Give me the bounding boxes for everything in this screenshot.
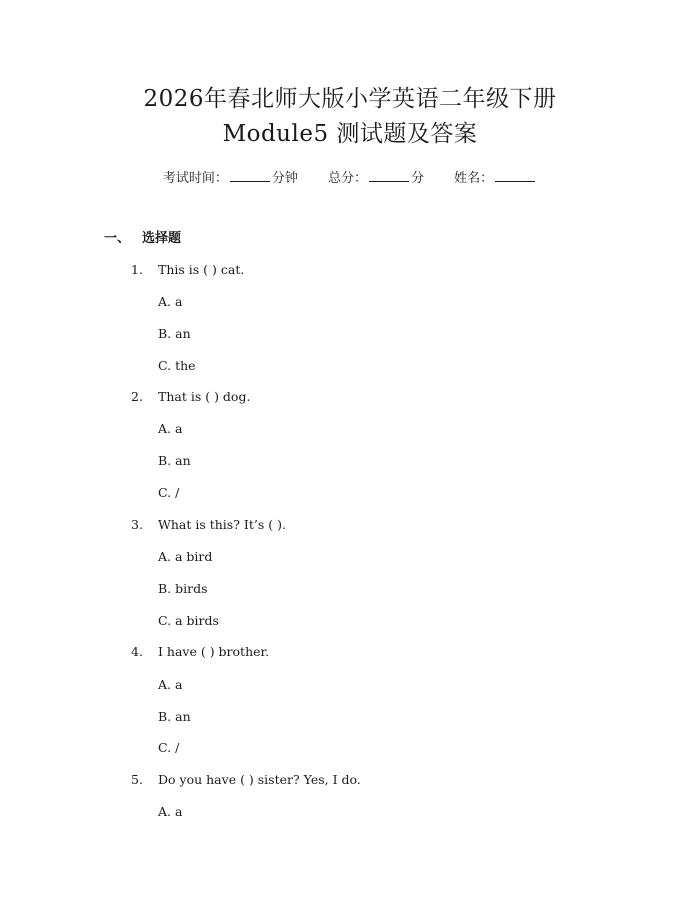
question-option: A. a bird <box>158 549 213 564</box>
section-heading <box>104 230 181 248</box>
question-option: C. / <box>158 485 180 500</box>
question-number: 2. <box>131 389 143 404</box>
document-title-line1: 2026年春北师大版小学英语二年级下册 <box>143 86 557 112</box>
question-option: B. an <box>158 326 191 341</box>
question-item <box>131 517 286 533</box>
question-option: C. / <box>158 740 180 755</box>
question-option: B. birds <box>158 581 208 596</box>
exam-time-label: 考试时间： <box>162 171 228 186</box>
question-item <box>131 389 250 405</box>
question-text: This is ( ) cat. <box>158 262 245 277</box>
question-option: A. a <box>158 421 183 436</box>
section-number: 一、 <box>104 231 131 246</box>
student-name-label: 姓名： <box>454 171 494 186</box>
question-option: A. a <box>158 294 183 309</box>
total-score-unit: 分 <box>411 171 425 186</box>
question-text: Do you have ( ) sister? Yes, I do. <box>158 772 361 787</box>
exam-time-unit: 分钟 <box>271 171 298 186</box>
question-number: 4. <box>131 644 143 659</box>
total-score-field <box>328 171 428 186</box>
student-name-blank <box>495 169 535 182</box>
question-text: That is ( ) dog. <box>158 389 251 404</box>
student-name-field <box>454 171 537 186</box>
section-title: 选择题 <box>142 231 182 246</box>
question-option: A. a <box>158 677 183 692</box>
exam-time-blank <box>230 169 270 182</box>
question-option: C. the <box>158 358 196 373</box>
exam-info-line <box>0 169 700 188</box>
document-title-line2: Module5 测试题及答案 <box>222 121 478 147</box>
exam-time-field <box>163 171 302 186</box>
question-item <box>131 644 269 660</box>
question-option: B. an <box>158 709 191 724</box>
total-score-blank <box>369 169 409 182</box>
question-number: 3. <box>131 517 143 532</box>
question-option: C. a birds <box>158 613 219 628</box>
question-text: What is this? It’s ( ). <box>158 517 286 532</box>
question-item <box>131 772 361 788</box>
question-option: B. an <box>158 453 191 468</box>
total-score-label: 总分： <box>327 171 367 186</box>
question-number: 1. <box>131 262 143 277</box>
question-option: A. a <box>158 804 183 819</box>
question-text: I have ( ) brother. <box>158 644 270 659</box>
question-item <box>131 262 244 278</box>
question-number: 5. <box>131 772 143 787</box>
